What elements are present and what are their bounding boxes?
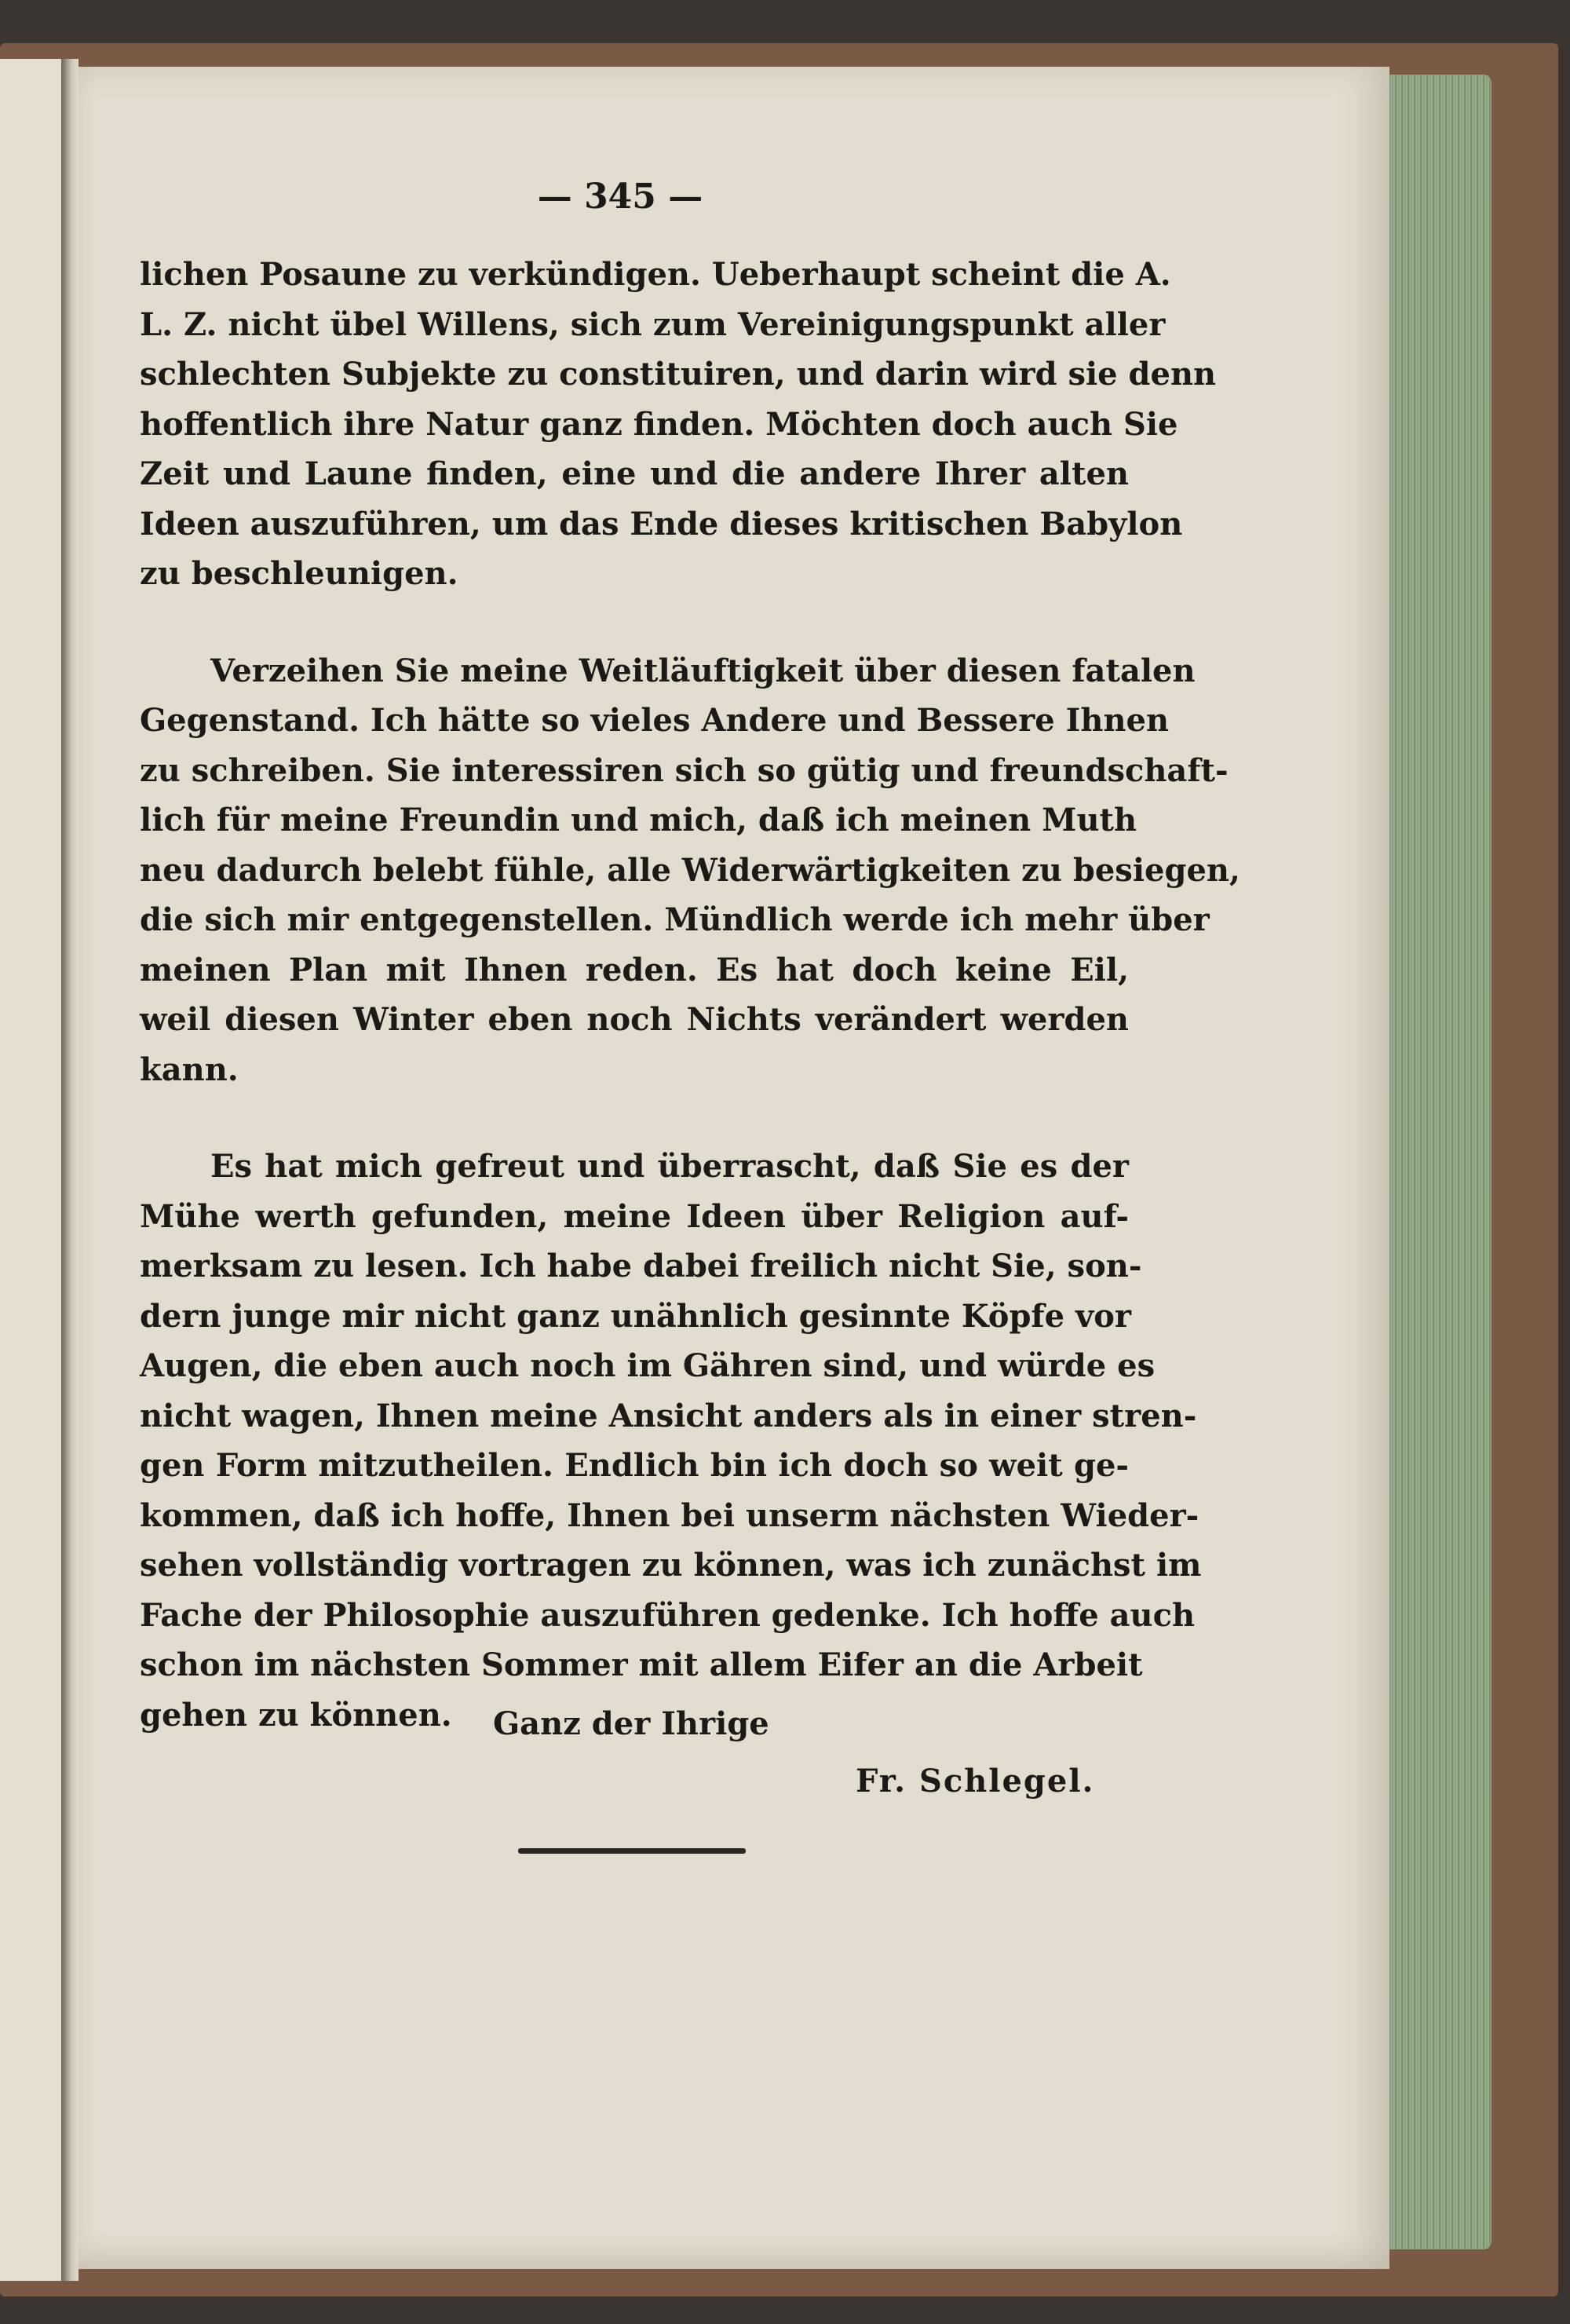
text-line: schlechten Subjekte zu constituiren, und darin wird sie denn [140,356,1217,393]
text-line: L. Z. nicht übel Willens, sich zum Vereinigungspunkt aller [140,305,1166,343]
signature: Fr. Schlegel. [856,1763,1095,1800]
text-line: Zeit und Laune finden, eine und die andere Ihrer alten [140,455,1129,492]
paragraph-1 [140,250,1217,599]
text-line: kann. [140,1051,239,1088]
text-line: zu schreiben. Sie interessiren sich so gütig und freundschaft- [140,751,1229,789]
text-line: gehen zu können. [140,1696,452,1734]
text-line: neu dadurch belebt fühle, alle Widerwärtigkeiten zu besiegen, [140,851,1240,889]
end-rule [518,1848,746,1854]
text-line: Verzeihen Sie meine Weitläuftigkeit über diesen fatalen [210,652,1196,689]
text-line: dern junge mir nicht ganz unähnlich gesinnte Köpfe vor [140,1297,1131,1335]
text-line: meinen Plan mit Ihnen reden. Es hat doch keine Eil, [140,951,1129,988]
page-number: — 345 — [537,177,703,217]
letter-text [140,250,1240,1740]
text-line: lichen Posaune zu verkündigen. Ueberhaupt scheint die A. [140,256,1171,293]
text-line: sehen vollständig vortragen zu können, was ich zunächst im [140,1547,1202,1584]
text-line: gen Form mitzutheilen. Endlich bin ich doch so weit ge- [140,1447,1129,1484]
text-line: merksam zu lesen. Ich habe dabei freilich nicht Sie, son- [140,1248,1142,1284]
text-line: schon im nächsten Sommer mit allem Eifer an die Arbeit [140,1646,1143,1683]
text-line: kommen, daß ich hoffe, Ihnen bei unserm nächsten Wieder- [140,1496,1199,1534]
text-line: Ideen auszuführen, um das Ende dieses kritischen Babylon [140,505,1183,543]
page-edges [1386,75,1492,2249]
text-line: nicht wagen, Ihnen meine Ansicht anders als in einer stren- [140,1397,1197,1434]
left-page-edge [0,59,64,2281]
paragraph-2 [140,646,1240,1095]
text-line: Es hat mich gefreut und überrascht, daß Sie es der [210,1148,1129,1185]
text-line: Fache der Philosophie auszuführen gedenke. Ich hoffe auch [140,1596,1196,1634]
text-line: Augen, die eben auch noch im Gähren sind, und würde es [140,1347,1156,1384]
text-line: Mühe werth gefunden, meine Ideen über Religion auf- [140,1197,1129,1235]
text-line: zu beschleunigen. [140,555,458,592]
text-line: weil diesen Winter eben noch Nichts verändert werden [140,1001,1129,1038]
book-gutter [61,59,78,2281]
text-line: hoffentlich ihre Natur ganz finden. Möchten doch auch Sie [140,405,1178,443]
paragraph-3 [140,1142,1202,1740]
text-line: lich für meine Freundin und mich, daß ich meinen Muth [140,802,1137,839]
text-line: Gegenstand. Ich hätte so vieles Andere und Bessere Ihnen [140,702,1170,739]
closing-salutation: Ganz der Ihrige [493,1705,769,1742]
text-line: die sich mir entgegenstellen. Mündlich werde ich mehr über [140,901,1210,938]
